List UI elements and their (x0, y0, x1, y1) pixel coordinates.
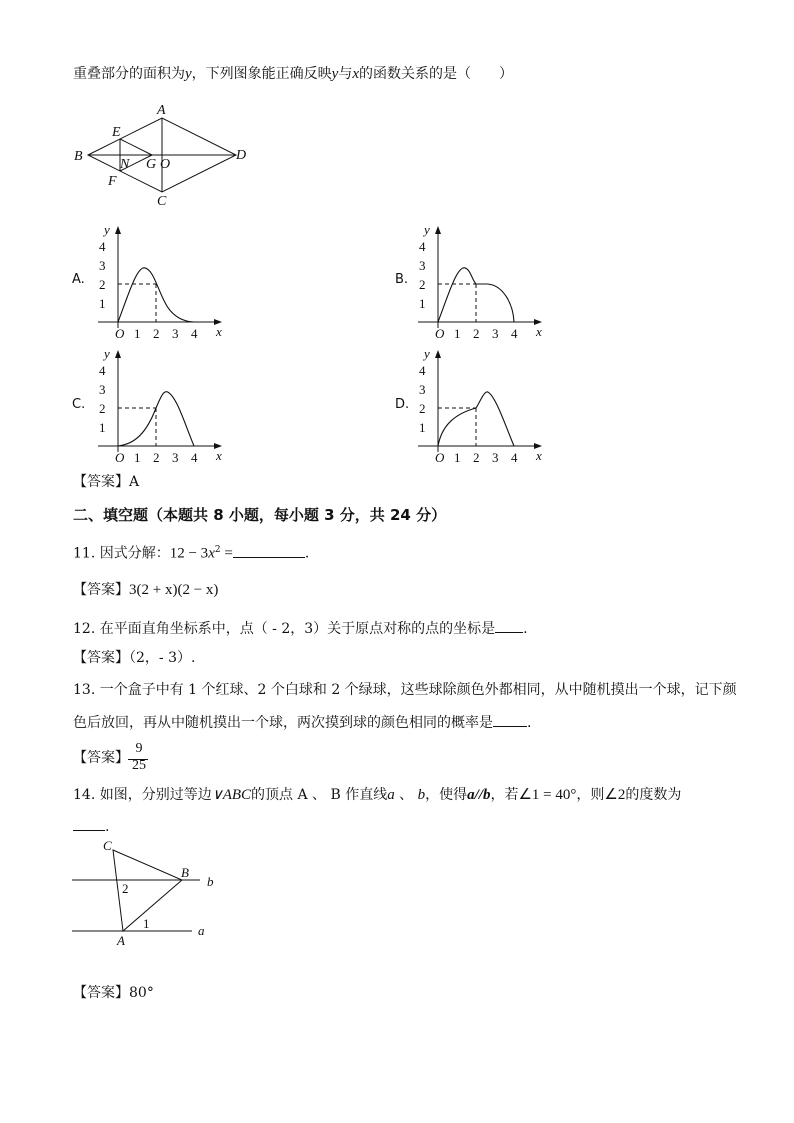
x-tick-label: 3 (172, 326, 179, 341)
option-d-label: D. (395, 397, 410, 412)
y-tick-label: 2 (99, 277, 106, 292)
q10-prompt-text-4: 的函数关系的是（ ） (359, 66, 514, 82)
y-tick-label: 4 (419, 363, 426, 378)
origin-label: O (435, 450, 445, 465)
x-tick-label: 1 (454, 326, 461, 341)
label-angle-1: 1 (143, 916, 150, 931)
x-tick-label: 1 (134, 326, 141, 341)
q13-answer-numerator: 9 (135, 741, 143, 756)
q14-triangle: ∨ABC (211, 787, 252, 803)
origin-label: O (115, 326, 125, 341)
label-f: F (108, 174, 117, 189)
y-tick-label: 4 (99, 239, 106, 254)
var-x: x (352, 66, 360, 82)
option-c-label: C. (72, 397, 86, 412)
x-tick-label: 2 (153, 450, 160, 465)
option-b-label: B. (395, 272, 409, 287)
q14-text-5: ，则 (576, 787, 605, 803)
q14-text-6: 的度数为 (625, 787, 682, 803)
label-g: G (146, 157, 157, 172)
origin-label: O (435, 326, 445, 341)
y-tick-label: 3 (419, 382, 426, 397)
q11-expr-x: x (208, 545, 215, 562)
y-tick-label: 3 (419, 258, 426, 273)
y-tick-label: 3 (99, 382, 106, 397)
answer-tag: 【答案】 (73, 474, 129, 490)
q11-expr: 12 − 3 (169, 545, 209, 562)
label-line-a: a (198, 923, 205, 938)
y-tick-label: 1 (419, 296, 426, 311)
label-o: O (160, 157, 171, 172)
answer-tag: 【答案】 (73, 750, 129, 766)
q11-answer-value: 3(2 + x)(2 − x) (129, 582, 219, 598)
y-axis-label: y (424, 222, 430, 237)
q14-period: . (105, 819, 110, 835)
q14-sep: 、 (394, 787, 418, 803)
y-axis-label: y (104, 346, 110, 361)
label-e: E (112, 125, 121, 140)
var-y: y (185, 66, 192, 82)
q11-period: . (304, 545, 310, 562)
y-tick-label: 1 (99, 296, 106, 311)
q11-prompt-text: 11. 因式分解： (73, 545, 170, 562)
q13-answer-denominator: 25 (132, 758, 146, 773)
label-angle-2: 2 (122, 881, 129, 896)
y-tick-label: 2 (419, 401, 426, 416)
x-axis-label: x (536, 324, 542, 339)
q14-answer (73, 983, 154, 1003)
q13-prompt-line1: 13. 一个盒子中有 1 个红球、2 个白球和 2 个绿球，这些球除颜色外都相同，从中随机摸出一个球，记下颜 (73, 682, 737, 698)
label-line-b: b (207, 874, 214, 889)
answer-tag: 【答案】 (73, 985, 129, 1001)
q14-text-2: 的顶点 A 、 B 作直线 (251, 787, 388, 803)
label-c: C (103, 838, 112, 853)
q14-parallel: a//b (467, 787, 491, 803)
y-tick-label: 1 (99, 420, 106, 435)
x-axis-label: x (536, 448, 542, 463)
q14-text-4: ，若 (490, 787, 519, 803)
x-axis-label: x (216, 324, 222, 339)
q12-answer-value: （2，- 3）. (129, 650, 196, 666)
q14-line-b: b (417, 787, 426, 803)
y-axis-label: y (104, 222, 110, 237)
label-b: B (74, 149, 83, 164)
label-a: A (157, 103, 166, 118)
x-tick-label: 3 (492, 326, 499, 341)
label-a: A (117, 933, 125, 948)
q10-prompt-text: 重叠部分的面积为 (73, 66, 185, 82)
y-tick-label: 2 (99, 401, 106, 416)
q12-period: . (523, 621, 528, 637)
y-tick-label: 3 (99, 258, 106, 273)
x-tick-label: 2 (473, 326, 480, 341)
q10-prompt-text-2: ，下列图象能正确反映 (191, 66, 332, 82)
y-tick-label: 4 (419, 239, 426, 254)
label-b: B (181, 865, 189, 880)
q13-prompt-text: 色后放回，再从中随机摸出一个球，两次摸到球的颜色相同的概率是 (73, 715, 493, 731)
q14-line-a: a (387, 787, 395, 803)
var-y: y (331, 66, 339, 82)
origin-label: O (115, 450, 125, 465)
x-axis-label: x (216, 448, 222, 463)
answer-tag: 【答案】 (73, 650, 129, 666)
label-d: D (236, 148, 247, 163)
x-tick-label: 1 (134, 450, 141, 465)
q10-prompt-text-3: 与 (338, 66, 353, 82)
q13-period: . (527, 715, 532, 731)
q11-expr-exp: 2 (214, 545, 221, 555)
x-tick-label: 2 (473, 450, 480, 465)
q12-prompt-text: 12. 在平面直角坐标系中，点（ - 2，3）关于原点对称的点的坐标是 (73, 621, 496, 637)
label-n: N (120, 157, 130, 172)
y-tick-label: 1 (419, 420, 426, 435)
q10-answer-value: A (129, 474, 140, 490)
q14-text-1: 14. 如图，分别过等边 (73, 787, 212, 803)
y-tick-label: 4 (99, 363, 106, 378)
q14-answer-value: 80° (129, 985, 154, 1001)
x-tick-label: 4 (511, 450, 518, 465)
x-tick-label: 4 (511, 326, 518, 341)
x-tick-label: 1 (454, 450, 461, 465)
x-tick-label: 4 (191, 450, 198, 465)
y-tick-label: 2 (419, 277, 426, 292)
q14-angle-1: ∠1 = 40° (518, 787, 577, 803)
q11-expr-eq: = (220, 545, 233, 562)
x-tick-label: 2 (153, 326, 160, 341)
label-c: C (157, 194, 167, 209)
section-2-title: 二、填空题（本题共 8 小题，每小题 3 分，共 24 分） (73, 506, 447, 524)
x-tick-label: 3 (172, 450, 179, 465)
q14-angle-2: ∠2 (604, 787, 626, 803)
q14-text-3: ，使得 (425, 787, 468, 803)
answer-tag: 【答案】 (73, 582, 129, 598)
x-tick-label: 4 (191, 326, 198, 341)
x-tick-label: 3 (492, 450, 499, 465)
option-a-label: A. (72, 272, 85, 287)
y-axis-label: y (424, 346, 430, 361)
